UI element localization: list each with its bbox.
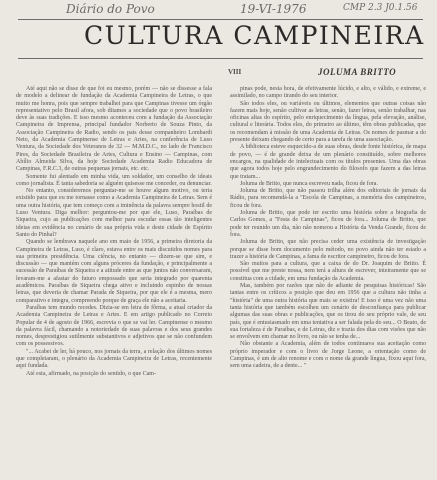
author-name: JOLUMA BRITTO	[318, 67, 397, 77]
paragraph: Quando se lembrava naquele ano em maio de 1956, a primeira diretoria da Campineira de Letras, Luso, é claro, estava entre os mais discutidos nomes para sua primeira presidência. Uma ciência, no entanto — dizem-se que sim, e discussão — que mantém com alguns próceres da fundação, e principalmente a sucessão de Paraíbas de Siqueira e a atitude entre as que juntos não conversaram, levaram-me a afastar do futuro empossado que seria integrado por quarenta acadêmicos. Paraíbas de Siqueira chega ativo e incluindo espinho de nossas letras, que deveria de chamar Parada de Siqueira, por que ele é a mesma, mero comparativo e integra, compreendo porque de graça ele não a aceitaria.	[16, 239, 212, 304]
left-column	[16, 86, 212, 378]
handwritten-date: 19-VI-1976	[240, 2, 307, 16]
paragraph: Paraíbas tem mundo recedes. Dizia-se em letra de fôrma, a atual criador da Academia Campineira de Letras e Artes. E em artigo publicado no Correio Popular de 4 de agosto de 1966, escrevia o que se vai ler. Campinense o mesmo da palavra fácil, chamando a notoriedade de suas palavras e dos seus grandes nomes, desprestigiou sutilmente substantivos e adjetivos que se não confundem com os possessivos.	[16, 304, 212, 348]
paragraph: A biblioteca esteve esquecido-a de suas obras, desde fonte histórica, de mapa de povo, — é de grande deixa de um plenário constituído, sobre melhores encargos, na qualidade de intelectuais com os títulos presentes. Uma das obras que agora todos hoje pelo engrandecimento do filosofo que fazem a das letras que tratam...	[230, 144, 426, 180]
right-column	[230, 86, 426, 371]
title-rule	[18, 58, 423, 59]
paragraph: No entanto, consideremos perguntar-me se houve algum motivo, ou teria existido para que eu me tornasse como a Academia Campineira de Letras. Sem é uma outra história, que tem começo com a iminência da palavra sempre hostil de Luso Ventura. Diga melhor: perguntou-me por que ele, Luso, Paraíbas de Siqueira, cujo as publicações com melhor para escudar essas tão inteligentes ideias em evidência no cenário de sua própria vida e deste cidade de Espírito Santo do Pinhal?	[16, 188, 212, 238]
paragraph: "... Acabei de ler, há pouco, nos jornais da terra, a relação dos últimos nomes que completaram, o plenário da Academia Campineira de Letras, recentemente aqui fundada.	[16, 348, 212, 370]
handwritten-newspaper-name: Diário do Povo	[66, 2, 155, 16]
paragraph: pinas pode, nesta hora, de efetivamente lúcido, e alto, e válido, e extreme, e assimilado, no campo tirando do seu interior.	[230, 86, 426, 100]
paragraph: Mas, também por razões que não de adiante de pesquisas históricas! São tantas entre os críticos a posição que deu em 1956 que a cultura não tinha a "história" de uma outra história que mais se existira! E isso é uma vez não uma tanta história que também escolheu um cenário de desconfiança para publicar algumas das suas obras e publicações, que os tirou do seu próprio vale, de seu país, que é entusiasmado em uma tentativa a ser falada pela do seu... O Beato, de sua fortaleza é de Paraíbas, e de Letras, diz e trazia dos dias com visões que não se envolvem em chamar no livro, ou não se tenha de...	[230, 283, 426, 341]
paragraph: Joluma de Britto, que não passou trilha além dos editoriais de jornais da Rádio, para recomendá-la a "Escola de Campinas, a memória dos campineiros, ficou de fora.	[230, 188, 426, 209]
section-number: VIII	[228, 68, 242, 76]
top-rule	[18, 19, 423, 20]
handwritten-reference: CMP 2.3 J0.1.56	[343, 3, 418, 13]
paragraph: Joluma de Britto, que nunca escreveu nada, ficou de fora.	[240, 180, 378, 187]
paragraph: Somente fui alentado em minha vida, um soldador, um conselho de ideais como jornalista. É tanta sabedoria se alguém quisesse me conceder, ou denunciar.	[16, 173, 212, 187]
paragraph: São todos eles, ou variáveis ou últimos, elementos que outras coisas não fazem mais hoje, senão cultivar as letras, senão, fazer letras, senão trabalhar, nas oficinas altas do espírito, pelo enriquecimento da língua, pela elevação, análise, cultural e literária. Todos eles, do primeiro ao último, têm obras publicadas, que os recomendam à missão de uma Academia de Letras. Os nomes de pasmar a do presente deixam chegando de certo para a tarefa de uma associação.	[230, 100, 426, 144]
paragraph: Até aqui não se disse de que foi eu mesmo, porém — não se dissesse a fala de modelo a delinear de fundação da Academia Campineira de Letras, o que muito me honra, pois que sempre trabalhei para que Campinas tivesse um órgão representativo pelo Brasil afora, sob ditames a sociedade que o povo brasileiro deve às suas tradições. E isso mesmo aconteceu com a fundação da Associação Campineira de Imprensa, principal fundador Norberto de Souza Pinto, da Associação Campineira de Radio, sendo os pais desse companheiro Lombardi Neto, da Academia Campinense de Letras e Artes, na conferência de Luso Ventura, da Sociedade dos Veteranos de 32 — M.M.D.C., no lado de Francisco Pires, da Sociedade Brasileira de Artes, Cultura e Ensino — Campinas, com Abílio Almeida Silva, da hoje Sociedade Academia Radio Educadora de Campinas, F.R.C.3, de outras pequenas jornais, etc. etc.	[16, 86, 212, 173]
paragraph: Joluma de Britto, que pode ter escrito uma história sobre a biografia de Carlos Gomes, a "Festa de Campinas", ficou de fora... Joluma de Britto, que pode ter reunido um dia, não não nomeou a História da Venda Grande, ficou de fora.	[230, 210, 426, 238]
paragraph: Até esta, afirmado, na posição do sentido, o que Cam-	[26, 370, 156, 377]
paragraph: São muitos para a cultura, que a caixa de do Dr. Joaquim de Britto. É possível que me preste nossa, nem terá a altura de escrever, inteiramente que se constitua com a cidade, em uma fundação da Academia.	[230, 261, 426, 282]
paragraph: Joluma de Britto, que não precisa ceder uma existência de investigação porque se disse bom documento pelo método, no povo ainda não ter estado a trazer a história de Campinas, a fama de escritor campineiro, ficou de fora.	[230, 239, 426, 260]
paragraph: Não obstante a Academia, além de todos continuava sua aceitação como próprio imperador e com o livro de Jorge Leone, a orientação como de Campinas, é um de alto renome e com o nome da grande língua, fixou aqui fora, sem uma cadeira, de a dente... "	[230, 341, 426, 370]
article-title: CULTURA CAMPINEIRA	[84, 21, 425, 50]
